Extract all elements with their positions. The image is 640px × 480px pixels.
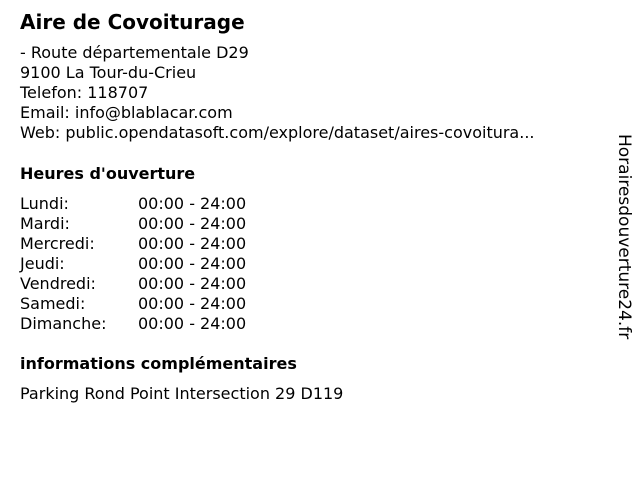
- opening-hours-table: [20, 194, 246, 334]
- address-city: 9100 La Tour-du-Crieu: [20, 63, 197, 82]
- address-block: [20, 43, 535, 143]
- day-label: Lundi:: [20, 194, 69, 213]
- day-label: Samedi:: [20, 294, 86, 313]
- place-title: Aire de Covoiturage: [20, 10, 245, 34]
- day-hours: 00:00 - 24:00: [138, 194, 247, 213]
- email-line: Email: info@blablacar.com: [20, 103, 233, 122]
- hours-row-sunday: [20, 314, 246, 334]
- day-label: Dimanche:: [20, 314, 107, 333]
- day-hours: 00:00 - 24:00: [138, 314, 247, 333]
- web-line: Web: public.opendatasoft.com/explore/dataset/aires-covoitura...: [20, 123, 535, 142]
- day-label: Mercredi:: [20, 234, 95, 253]
- hours-row-thursday: [20, 254, 246, 274]
- hours-row-saturday: [20, 294, 246, 314]
- day-hours: 00:00 - 24:00: [138, 254, 247, 273]
- day-hours: 00:00 - 24:00: [138, 274, 247, 293]
- hours-row-tuesday: [20, 214, 246, 234]
- phone-line: Telefon: 118707: [20, 83, 149, 102]
- day-label: Jeudi:: [20, 254, 65, 273]
- day-hours: 00:00 - 24:00: [138, 234, 247, 253]
- hours-row-monday: [20, 194, 246, 214]
- site-watermark: [610, 134, 638, 374]
- day-hours: 00:00 - 24:00: [138, 214, 247, 233]
- hours-row-friday: [20, 274, 246, 294]
- address-street: - Route départementale D29: [20, 43, 249, 62]
- day-hours: 00:00 - 24:00: [138, 294, 247, 313]
- additional-info-text: Parking Rond Point Intersection 29 D119: [20, 384, 344, 403]
- additional-info-heading: informations complémentaires: [20, 354, 297, 373]
- day-label: Vendredi:: [20, 274, 96, 293]
- opening-hours-heading: Heures d'ouverture: [20, 164, 196, 183]
- hours-row-wednesday: [20, 234, 246, 254]
- watermark-text: Horairesdouverture24.fr: [614, 134, 634, 340]
- day-label: Mardi:: [20, 214, 70, 233]
